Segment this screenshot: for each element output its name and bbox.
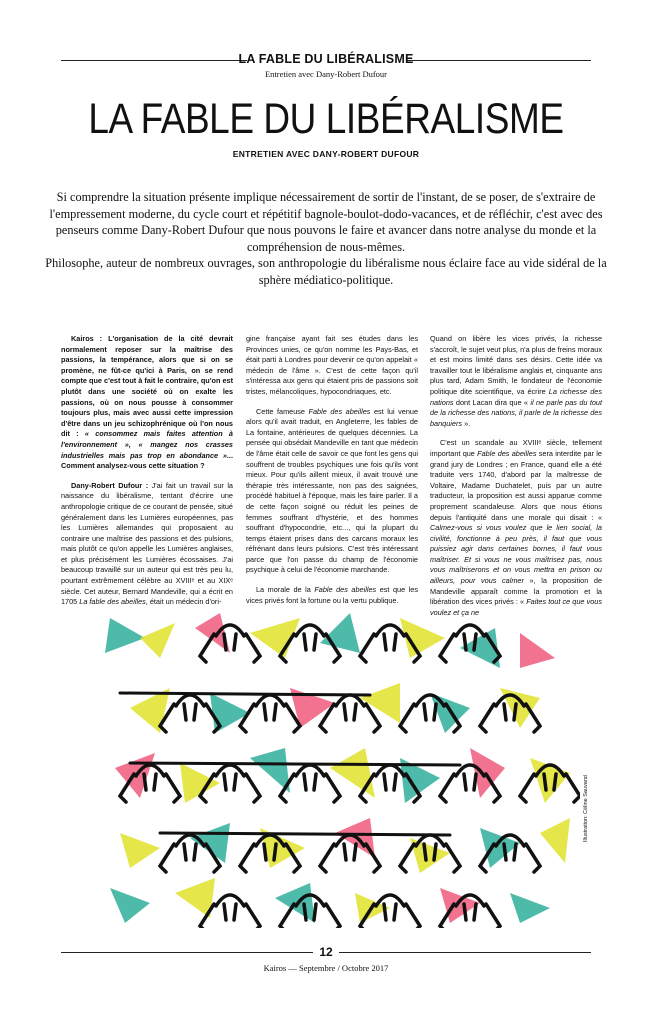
book-title: La fable des abeilles [79,597,146,607]
col2-p3-rest: est que les vices privés font la fortune ou la vertu publique. [246,585,418,605]
speaker-dufour: Dany-Robert Dufour : [71,480,152,490]
running-subtitle: Entretien avec Dany-Robert Dufour [264,69,388,79]
col3-p1-end: ». [462,418,471,428]
lacan-quote: il ne parle pas du tout de la richesse des nations, il parle de la richesse des banquiers [430,397,602,428]
ink-figure-11 [280,765,340,802]
text-column-2 [246,334,418,615]
question-text: L'organisation de la cité devrait normalement reposer sur la maîtrise des passions, la tempérance, alors que si on se promène, ne fût-ce qu'ici à Paris, on se rend compte que c'est tout à fait le contraire, qu'on est plutôt dans une société où on exalte les passions, où on nous pousse à consommer toujours plus, mais avec aussi cette impression d'être dans un jeu schizophrénique où l'on nous dit : [61,334,233,439]
ink-bar-2 [160,833,450,835]
col2-paragraph-2 [246,407,418,577]
col2-p2-start: Cette fameuse [256,406,309,416]
mandeville-quote: Faites tout ce que vous voulez et ça ne [430,597,602,617]
col3-p1-mid: dont Lacan dira que « [453,397,531,407]
color-triangle-0 [105,618,145,653]
book-title: La richesse des nations [430,386,602,407]
col3-p2-mid2: », la proposition de Mandeville apparaît comme la promotion et la libération des vices privés : « [430,576,603,607]
col3-p1-start: Quand on libère les vices privés, la richesse s'accroît, le sujet veut plus, n'a plus de freins moraux et est moins limité dans ses désirs. Cette idée va travailler tout le libéralisme anglais et, cinquante ans plus tard, Adam Smith, le fondateur de l'économie politique dite scientifique, va écrire [430,334,602,396]
answer-paragraph [61,481,233,608]
color-triangle-1 [140,623,175,658]
question-end: ... Comment analysez-vous cette situation ? [61,450,233,471]
answer-end: , était un médecin d'ori- [145,597,222,607]
ink-bar-1 [130,763,460,765]
ink-bar-0 [120,693,370,695]
article-title: LA FABLE DU LIBÉRALISME [88,95,564,143]
color-triangle-9 [210,693,250,733]
book-title: Fable des abeilles [314,585,377,595]
text-column-1 [61,334,233,617]
col2-p3-start: La morale de la [256,585,315,595]
color-triangle-16 [250,748,290,793]
page-number: 12 [319,945,333,959]
book-title: Fable des abeilles [477,448,537,458]
illustration [100,598,580,928]
col3-paragraph-1 [430,334,602,429]
article-subtitle: ENTRETIEN AVEC DANY-ROBERT DUFOUR [232,149,420,159]
intro-line-2: Philosophe, auteur de nombreux ouvrages, son anthropologie du libéralisme nous éclaire face au vide sidéral de la sphère médiatico-politique. [45,256,607,287]
col3-p2-mid: sera interdite par le grand jury de Londres ; en France, quand elle a été traduite vers 1740, d'abord par la maîtresse de Voltaire, Madame Duchatelet, puis par un autre traducteur, la proposition est aussi apparue comme proprement scandaleuse. Alors que nous étions depuis l'antiquité dans une morale qui disait : « [430,448,602,522]
color-triangle-28 [110,888,150,923]
col3-paragraph-2 [430,438,602,618]
color-triangle-21 [120,833,160,868]
color-triangle-27 [540,818,570,863]
running-title: LA FABLE DU LIBÉRALISME [238,52,414,66]
col2-paragraph-1: gine française ayant fait ses études dans les Provinces unies, ce qu'on nomme les Pays-Bas, et était parti à Londres pour devenir ce qu'on appelait « médecin de l'âme ». C'est de cette façon qu'il s'intéressa aux gens qui étaient pris de passions soit tristes, mélancoliques, hypocondriaques, etc. [246,334,418,396]
question-paragraph [61,334,233,472]
speaker-kairos: Kairos : [71,334,109,343]
footer-text: Kairos — Septembre / Octobre 2017 [263,963,389,973]
question-quote: « consommez mais faites attention à l'environnement », « mangez nos crasses industrielles mais pas trop en abondance » [61,429,233,460]
book-title: Fable des abeilles [308,406,371,416]
color-triangle-33 [510,893,550,923]
intro-line-1: Si comprendre la situation présente implique nécessairement de sortir de l'instant, de se poser, de s'extraire de l'empressement moderne, du cycle court et répétitif bagnole-boulot-dodo-vacances, et de réfléchir, c'est avec des penseurs comme Dany-Robert Dufour que nous pouvons le faire et avancer dans notre analyse du monde et la compréhension de nous-mêmes. [49,190,603,254]
ink-figure-10 [200,765,260,802]
answer-text: J'ai fait un travail sur la naissance du libéralisme, tentant d'écrire une anthropologie critique de ce courant de pensée, situé généralement dans les Lumières européennes, pas les Lumières allemandes qui proposaient au contraire une maîtrise des passions et des pulsions, mais plutôt ce qu'on appelle les Lumières anglaises, et plus précisément les Lumières écossaises. J'ai beaucoup travaillé sur un auteur qui est très peu lu, pourtant extrêmement célèbre au XVIIIᵉ et au XIXᵉ siècle. Cet auteur, Bernard Mandeville, qui a écrit en 1705 [61,480,233,607]
col2-p2-rest: est lui venue alors qu'il avait traduit, en Angleterre, les fables de La fontaine, antérieures de quelques décennies. La pensée qui obsédait Mandeville en tant que médecin de l'âme était celle de savoir ce que font les gens qui souffrent de troubles psychiques une fois qu'ils vont mieux. Pour qu'ils aillent mieux, il avait trouvé une thérapie très intéressante, non pas des saignées, procédé habituel à l'époque, mais les faire parler. Il a de cette façon soigné ou réduit les peines de femmes souffrant d'hystérie, et des hommes souffrant d'hypocondrie, etc..., qui la plupart du temps étaient prises dans des carcans moraux les réfrénant dans leurs pulsions. C'est très intéressant parce que l'on passe du champ de l'économie psychique à celui de l'économie marchande. [246,406,418,575]
color-triangle-7 [520,633,555,668]
col3-p2-start: C'est un scandale au XVIIIᵉ siècle, tellement important que [430,438,602,458]
antique-morale-quote: Calmez-vous si vous voulez que le lien social, la civilité, fonctionne à peu près, il faut que vous puissiez agir dans certaines bornes, il faut vous maîtriser. Et si vous ne vous maîtrisez pas, nous vous maîtriserons et on vous mettra en prison ou ailleurs, pour vous calmer [430,523,602,586]
illustration-credit: Illustration: Céline Sauvand [583,775,589,842]
text-column-3 [430,334,602,627]
intro-paragraph [44,189,608,289]
ink-figure-5 [240,695,300,732]
